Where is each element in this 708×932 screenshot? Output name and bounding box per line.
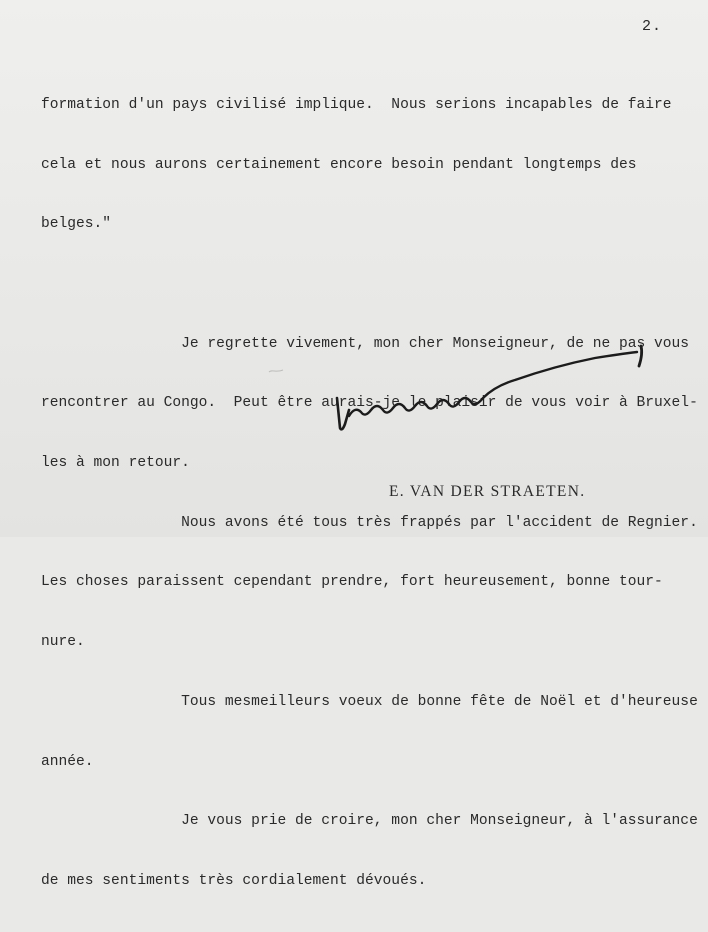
- body-line: Nous avons été tous très frappés par l'accident de Regnier.: [41, 514, 698, 531]
- handwritten-signature: [325, 340, 655, 435]
- body-line: cela et nous aurons certainement encore besoin pendant longtemps des: [41, 156, 637, 173]
- body-line: nure.: [41, 634, 85, 651]
- body-line: formation d'un pays civilisé implique. Nous serions incapables de faire: [41, 96, 672, 113]
- body-line: Les choses paraissent cependant prendre, fort heureusement, bonne tour-: [41, 574, 663, 591]
- body-line: de mes sentiments très cordialement dévoués.: [41, 872, 427, 889]
- body-line: [41, 275, 681, 295]
- body-line: les à mon retour.: [41, 455, 190, 472]
- signatory-name: E. VAN DER STRAETEN.: [389, 483, 586, 500]
- faint-mark: [268, 368, 284, 374]
- body-line: Je vous prie de croire, mon cher Monseigneur, à l'assurance: [41, 813, 698, 830]
- body-line: belges.": [41, 216, 112, 233]
- page-number: 2.: [642, 18, 663, 35]
- body-line: année.: [41, 753, 94, 770]
- body-line: Je regrette vivement, mon cher Monseigneur, de ne pas vous: [41, 335, 690, 352]
- body-line: rencontrer au Congo. Peut être aurais-je le plaisir de vous voir à Bruxel-: [41, 395, 698, 412]
- body-line: Tous mesmeilleurs voeux de bonne fête de Noël et d'heureuse: [41, 693, 698, 710]
